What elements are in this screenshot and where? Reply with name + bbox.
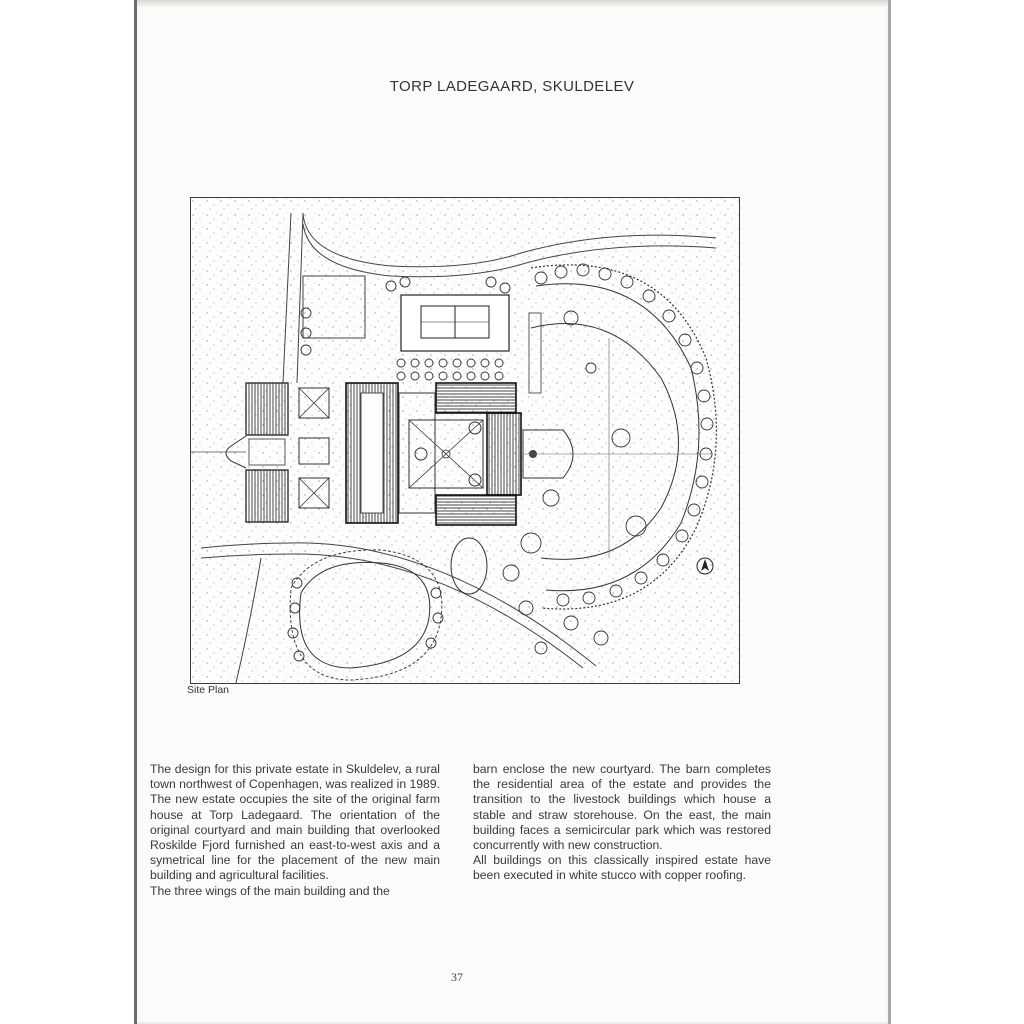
scan-margin-right [891, 0, 1024, 1024]
paragraph: All buildings on this classically inspired estate have been executed in white stucco with copper roofing. [473, 853, 771, 883]
figure-caption: Site Plan [187, 684, 230, 696]
site-plan-figure [190, 197, 740, 684]
south-wing [436, 495, 516, 525]
paragraph: The design for this private estate in Skuldelev, a rural town northwest of Copenhagen, was realized in 1989. The new estate occupies the site of the original farm house at Torp Ladegaard. The orientation of the original courtyard and main building that overlooked Roskilde Fjord furnished an east-to-west axis and a symetrical line for the placement of the new main building and agricultural facilities. [150, 762, 440, 883]
paragraph: barn enclose the new courtyard. The barn completes the residential area of the estate and provides the transition to the livestock buildings which house a stable and straw storehouse. On the east, the main building faces a semicircular park which was restored concurrently with new construction. [473, 762, 771, 853]
page-title: TORP LADEGAARD, SKULDELEV [389, 78, 635, 95]
stable-building [246, 383, 288, 435]
page-number: 37 [451, 970, 463, 984]
ground-texture [191, 198, 739, 683]
text-column-right [473, 762, 771, 884]
page-edge-left [134, 0, 137, 1024]
page-top-shadow [134, 0, 890, 8]
main-building [487, 413, 521, 495]
text-column-left [150, 762, 440, 899]
storehouse-building [246, 470, 288, 522]
paragraph: The three wings of the main building and the [150, 883, 390, 898]
north-wing [436, 383, 516, 413]
site-plan-drawing [191, 198, 739, 683]
scan-margin-left [0, 0, 134, 1024]
